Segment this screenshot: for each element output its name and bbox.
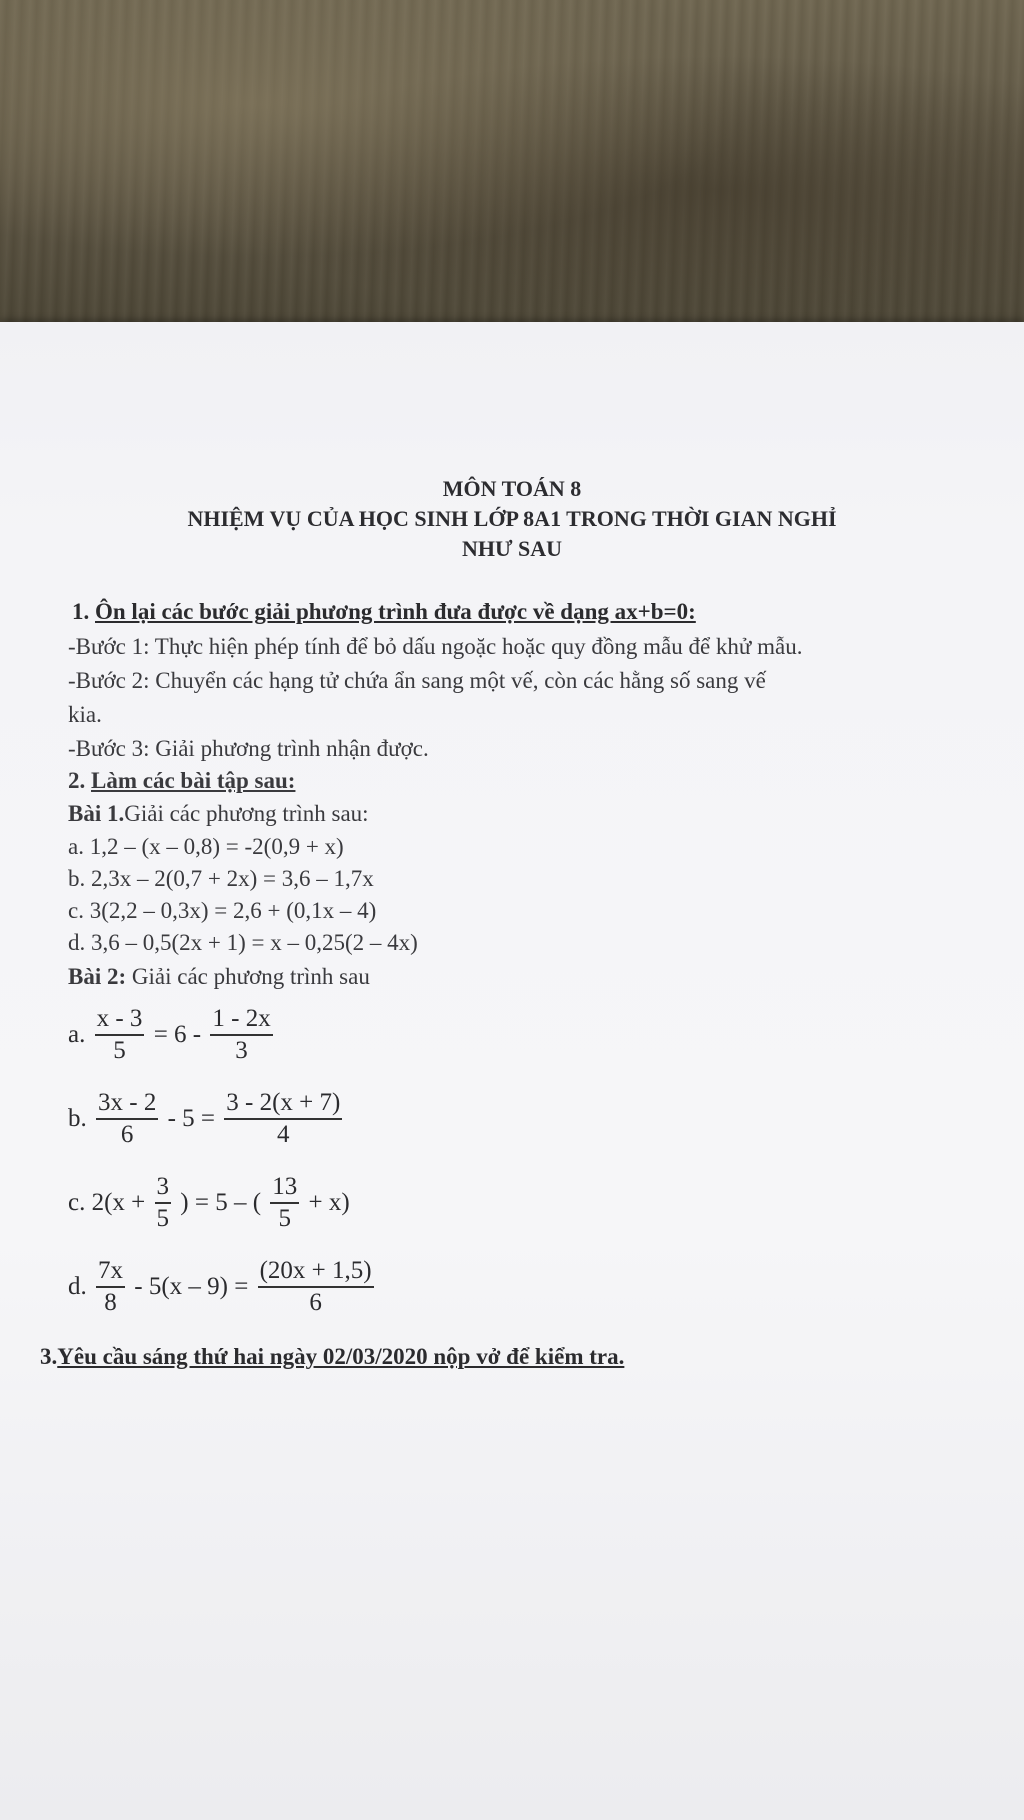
bai2-item-b (68, 1088, 345, 1150)
bai1-item-c: c. 3(2,2 – 0,3x) = 2,6 + (0,1x – 4) (68, 898, 377, 923)
title-task: NHIỆM VỤ CỦA HỌC SINH LỚP 8A1 TRONG THỜI GIAN NGHỈ (187, 506, 837, 531)
equation-prefix: 2(x + (91, 1189, 146, 1216)
numerator: 13 (270, 1172, 299, 1204)
bai2-item-a (68, 1004, 276, 1066)
title-subject: MÔN TOÁN 8 (442, 476, 582, 501)
numerator: 3 - 2(x + 7) (224, 1088, 342, 1120)
fraction (96, 1256, 125, 1318)
bai2-a-label: a. (68, 1021, 86, 1048)
bai2-c-label: c. (68, 1189, 86, 1216)
fraction (258, 1256, 374, 1318)
bai1-heading (68, 799, 369, 829)
section1-title: Ôn lại các bước giải phương trình đưa được về dạng ax+b=0: (95, 599, 696, 624)
bai2-b-label: b. (68, 1105, 87, 1132)
section3-requirement (40, 1344, 624, 1370)
denominator: 5 (278, 1205, 292, 1232)
fraction (210, 1004, 272, 1066)
numerator: 3 (155, 1172, 172, 1204)
step2-text: -Bước 2: Chuyển các hạng tử chứa ẩn sang một vế, còn các hằng số sang vế (68, 668, 766, 693)
bai1-instruction: Giải các phương trình sau: (124, 801, 369, 826)
fraction (270, 1172, 299, 1234)
numerator: 1 - 2x (210, 1004, 272, 1036)
bai1-item-a: a. 1,2 – (x – 0,8) = -2(0,9 + x) (68, 834, 344, 859)
bai1-item-b: b. 2,3x – 2(0,7 + 2x) = 3,6 – 1,7x (68, 866, 374, 891)
step1-text: -Bước 1: Thực hiện phép tính để bỏ dấu ngoặc hoặc quy đồng mẫu để khử mẫu. (68, 634, 803, 659)
numerator: (20x + 1,5) (258, 1256, 374, 1288)
denominator: 5 (156, 1205, 170, 1232)
equation-suffix: + x) (308, 1189, 350, 1216)
equation-middle: - 5 = (167, 1105, 216, 1132)
fraction (224, 1088, 342, 1150)
bai2-heading (68, 962, 370, 992)
section2-number: 2. (68, 768, 86, 793)
bai1-label: Bài 1. (68, 801, 125, 826)
equation-middle: ) = 5 – ( (180, 1189, 262, 1216)
bai2-d-label: d. (68, 1273, 87, 1300)
bai2-item-d (68, 1256, 377, 1318)
denominator: 5 (113, 1037, 126, 1064)
equation-middle: = 6 - (153, 1021, 202, 1048)
bai1-item-d: d. 3,6 – 0,5(2x + 1) = x – 0,25(2 – 4x) (68, 930, 418, 955)
numerator: x - 3 (95, 1004, 145, 1036)
bai2-item-c (68, 1172, 350, 1234)
denominator: 3 (235, 1037, 248, 1064)
section3-text: Yêu cầu sáng thứ hai ngày 02/03/2020 nộp vở để kiểm tra. (57, 1344, 625, 1369)
section1-heading (72, 596, 696, 627)
numerator: 7x (96, 1256, 125, 1288)
denominator: 4 (277, 1121, 290, 1148)
step2-text-cont: kia. (68, 702, 102, 727)
wooden-table-background (0, 0, 1024, 345)
section2-title: Làm các bài tập sau: (91, 768, 296, 793)
bai2-instruction: Giải các phương trình sau (126, 964, 370, 989)
denominator: 6 (309, 1289, 322, 1316)
denominator: 6 (120, 1121, 134, 1148)
section1-number: 1. (72, 599, 90, 624)
numerator: 3x - 2 (96, 1088, 158, 1120)
document-title (0, 474, 1024, 564)
fraction (155, 1172, 172, 1234)
section3-number: 3. (40, 1344, 58, 1369)
denominator: 8 (104, 1289, 117, 1316)
fraction (95, 1004, 145, 1066)
section2-heading (68, 766, 295, 796)
equation-middle: - 5(x – 9) = (134, 1273, 249, 1300)
bai2-label: Bài 2: (68, 964, 127, 989)
step3-text: -Bước 3: Giải phương trình nhận được. (68, 736, 429, 761)
fraction (96, 1088, 158, 1150)
title-task-cont: NHƯ SAU (461, 536, 563, 561)
